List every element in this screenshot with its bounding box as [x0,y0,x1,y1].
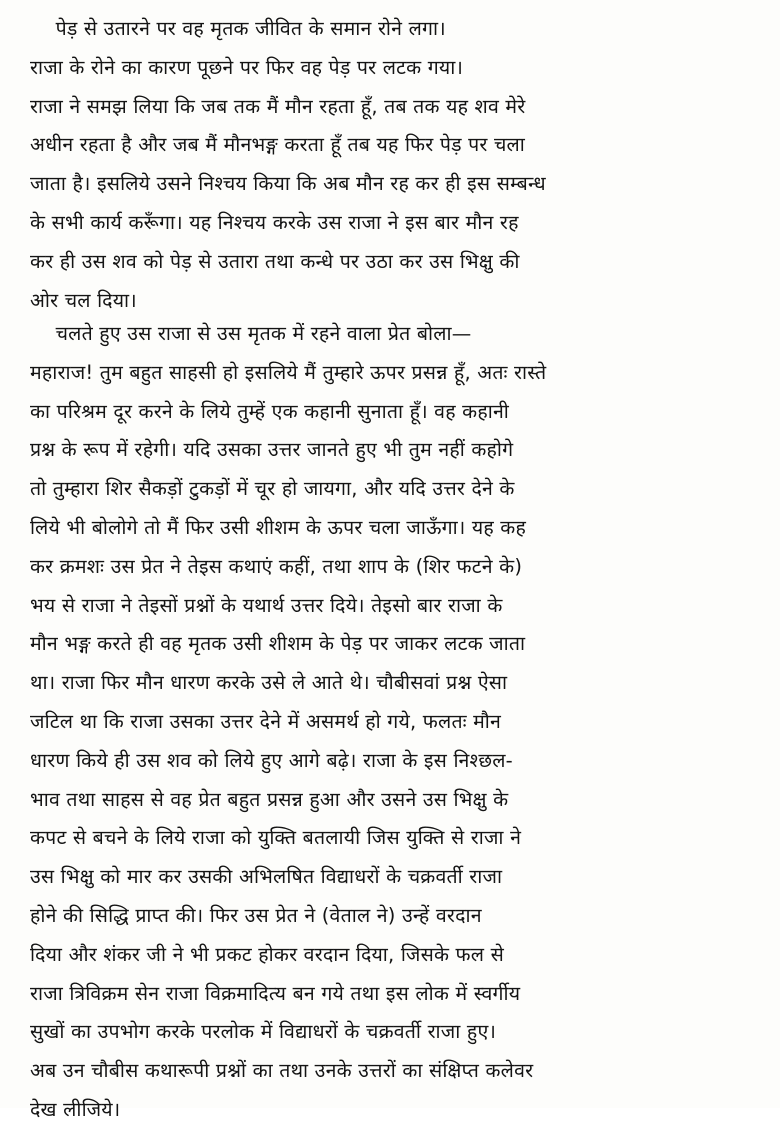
text-line: अधीन रहता है और जब मैं मौनभङ्ग करता हूँ तब यह फिर पेड़ पर चला [30,133,526,157]
text-line: कपट से बचने के लिये राजा को युक्ति बतलायी जिस युक्ति से राजा ने [30,826,522,850]
text-line: प्रश्न के रूप में रहेगी। यदि उसका उत्तर जानते हुए भी तुम नहीं कहोगे [30,438,514,462]
paragraph-1 [30,10,752,320]
text-line: देख लीजिये। [30,1097,121,1121]
text-line: भय से राजा ने तेइसों प्रश्नों के यथार्थ उत्तर दिये। तेइसो बार राजा के [30,593,503,617]
text-line: मौन भङ्ग करते ही वह मृतक उसी शीशम के पेड़ पर जाकर लटक जाता [30,632,526,656]
text-line: के सभी कार्य करूँगा। यह निश्चय करके उस राजा ने इस बार मौन रह [30,210,519,234]
text-line: लिये भी बोलोगे तो मैं फिर उसी शीशम के ऊपर चला जाऊँगा। यह कह [30,515,527,539]
text-line: जाता है। इसलिये उसने निश्चय किया कि अब मौन रह कर ही इस सम्बन्ध [30,172,546,196]
text-line: दिया और शंकर जी ने भी प्रकट होकर वरदान दिया, जिसके फल से [30,942,504,966]
text-line: तो तुम्हारा शिर सैकड़ों टुकड़ों में चूर हो जायगा, और यदि उत्तर देने के [30,477,515,501]
text-line: का परिश्रम दूर करने के लिये तुम्हें एक कहानी सुनाता हूँ। वह कहानी [30,399,510,423]
text-line: चलते हुए उस राजा से उस मृतक में रहने वाला प्रेत बोला— [30,322,472,345]
text-line: कर ही उस शव को पेड़ से उतारा तथा कन्धे पर उठा कर उस भिक्षु की [30,249,520,273]
text-line: अब उन चौबीस कथारूपी प्रश्नों का तथा उनके उत्तरों का संक्षिप्त कलेवर [30,1059,534,1083]
text-line: था। राजा फिर मौन धारण करके उसे ले आते थे। चौबीसवां प्रश्न ऐसा [30,671,508,695]
text-line: कर क्रमशः उस प्रेत ने तेइस कथाएं कहीं, तथा शाप के (शिर फटने के) [30,554,523,578]
text-line: पेड़ से उतारने पर वह मृतक जीवित के समान रोने लगा। [30,17,446,40]
text-line: धारण किये ही उस शव को लिये हुए आगे बढ़े। राजा के इस निश्छल- [30,748,513,772]
text-line: उस भिक्षु को मार कर उसकी अभिलषित विद्याधरों के चक्रवर्ती राजा [30,865,503,889]
text-line: ओर चल दिया। [30,288,137,312]
text-line: सुखों का उपभोग करके परलोक में विद्याधरों के चक्रवर्ती राजा हुए। [30,1020,497,1044]
paragraph-2 [30,315,752,1130]
text-line: राजा के रोने का कारण पूछने पर फिर वह पेड़ पर लटक गया। [30,55,464,79]
text-line: जटिल था कि राजा उसका उत्तर देने में असमर्थ हो गये, फलतः मौन [30,709,502,733]
text-line: राजा ने समझ लिया कि जब तक मैं मौन रहता हूँ, तब तक यह शव मेरे [30,94,526,118]
text-line: भाव तथा साहस से वह प्रेत बहुत प्रसन्न हुआ और उसने उस भिक्षु के [30,787,509,811]
text-line: होने की सिद्धि प्राप्त की। फिर उस प्रेत ने (वेताल ने) उन्हें वरदान [30,903,482,927]
text-line: महाराज! तुम बहुत साहसी हो इसलिये मैं तुम्हारे ऊपर प्रसन्न हूँ, अतः रास्ते [30,360,547,384]
text-line: राजा त्रिविक्रम सेन राजा विक्रमादित्य बन गये तथा इस लोक में स्वर्गीय [30,981,521,1005]
